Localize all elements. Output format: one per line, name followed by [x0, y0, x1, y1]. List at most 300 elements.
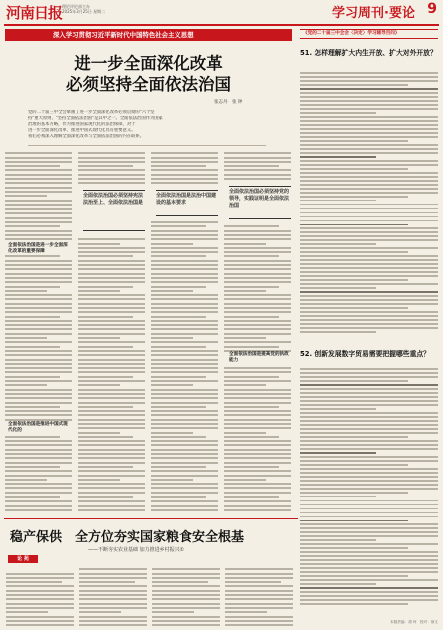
- text-line: [78, 414, 145, 416]
- text-line: [225, 611, 267, 613]
- text-line: [224, 264, 291, 266]
- text-line: [300, 376, 438, 378]
- bottom-column-1: [6, 566, 74, 626]
- body-column-1: [5, 150, 72, 515]
- text-line: [224, 337, 266, 339]
- pull-quote-1: 全面依法治国必须坚持宪法法治至上、全面依法治国是: [83, 193, 144, 206]
- text-line: [300, 144, 438, 146]
- text-line: [300, 591, 438, 593]
- text-line: [300, 527, 438, 529]
- text-line: [78, 462, 145, 464]
- text-line: [5, 500, 72, 502]
- text-line: [5, 191, 72, 193]
- text-line: [5, 341, 72, 343]
- text-line: [151, 294, 218, 296]
- text-line: [151, 277, 218, 279]
- text-line: [224, 410, 291, 412]
- text-line: [78, 384, 120, 386]
- text-line: [5, 225, 60, 227]
- lead-line: 党的二十届三中全会擘画了进一步全面深化改革必须贯彻的"六个坚: [28, 110, 155, 115]
- text-line: [5, 157, 72, 159]
- text-line: [5, 436, 60, 438]
- text-line: [5, 363, 72, 365]
- page-number: 9: [427, 1, 437, 17]
- text-line: [78, 457, 145, 459]
- text-line: [300, 267, 438, 269]
- text-line: [5, 268, 72, 270]
- text-line: [5, 320, 72, 322]
- text-line: [300, 136, 438, 138]
- text-line: [78, 402, 145, 404]
- text-line: [78, 475, 145, 477]
- text-line: [300, 412, 438, 414]
- text-line: [224, 178, 291, 180]
- text-line: [5, 178, 72, 180]
- text-line: [300, 251, 408, 253]
- text-line: [300, 164, 438, 166]
- text-line: [300, 271, 438, 273]
- text-line: [300, 436, 408, 438]
- text-line: [300, 567, 438, 569]
- left-article: [5, 29, 292, 95]
- text-line: [151, 273, 218, 275]
- text-line: [224, 157, 291, 159]
- text-line: [151, 389, 218, 391]
- text-line: [78, 492, 145, 494]
- text-line: [79, 594, 147, 596]
- text-line: [78, 260, 145, 262]
- text-line: [78, 243, 120, 245]
- text-line: [5, 152, 72, 154]
- text-line: [225, 590, 293, 592]
- text-line: [224, 238, 291, 240]
- text-line: [78, 165, 133, 167]
- text-line: [5, 255, 60, 257]
- text-line: [151, 402, 218, 404]
- text-line: [224, 509, 291, 511]
- text-line: [300, 315, 438, 317]
- text-line: [78, 161, 145, 163]
- text-line: [300, 224, 408, 226]
- text-line: [224, 423, 291, 425]
- text-line: [300, 472, 438, 474]
- text-line: [151, 290, 193, 292]
- text-line: [300, 551, 438, 553]
- text-line: [224, 406, 279, 408]
- issue-meta: [62, 4, 105, 14]
- text-line: [78, 397, 145, 399]
- text-line: [5, 187, 72, 189]
- text-line: [5, 174, 72, 176]
- text-line: [224, 419, 291, 421]
- text-line: [224, 384, 266, 386]
- pull-quote-rule: [83, 230, 145, 231]
- text-line: [300, 368, 438, 370]
- text-line: [300, 323, 438, 325]
- text-line: [6, 590, 74, 592]
- text-line: [224, 505, 291, 507]
- text-line: [152, 581, 208, 583]
- text-line: [151, 221, 218, 223]
- text-line: [78, 247, 145, 249]
- text-line: [78, 238, 145, 240]
- text-line: [78, 367, 145, 369]
- text-line: [5, 359, 72, 361]
- text-line: [151, 444, 218, 446]
- text-line: [300, 72, 438, 74]
- text-line: [224, 277, 291, 279]
- text-line: [225, 581, 281, 583]
- text-line: [152, 616, 220, 618]
- text-line: [151, 509, 218, 511]
- text-line: [300, 307, 408, 309]
- text-line: [78, 264, 145, 266]
- text-line: [224, 169, 291, 171]
- text-line: [79, 573, 147, 575]
- text-line: [151, 182, 218, 184]
- text-line: [300, 112, 376, 114]
- text-line: [151, 380, 218, 382]
- text-line: [224, 324, 291, 326]
- text-line: [151, 152, 218, 154]
- text-line: [300, 563, 438, 565]
- text-line: [300, 400, 438, 402]
- lead-line: 我们必须深入理解全面深化改革与全面依法治国的内在联系。: [28, 134, 145, 140]
- text-line: [5, 483, 72, 485]
- text-line: [151, 247, 218, 249]
- pull-quote-2: 全面依法治国是法治中国建设的基本要求: [156, 193, 217, 206]
- text-line: [6, 624, 74, 626]
- text-line: [224, 500, 291, 502]
- text-line: [78, 393, 145, 395]
- text-line: [78, 444, 145, 446]
- lead-line: 治理的基本方略，作为推进国家现代化的法治保障，对于: [28, 122, 136, 128]
- text-line: [78, 298, 145, 300]
- text-line: [151, 371, 218, 373]
- pull-quote-rule: [229, 186, 291, 187]
- text-line: [5, 161, 72, 163]
- text-line: [151, 178, 218, 180]
- pull-quote-rule: [156, 215, 218, 216]
- text-line: [224, 161, 291, 163]
- text-line: [5, 316, 60, 318]
- text-line: [300, 543, 438, 545]
- text-line: [224, 225, 279, 227]
- text-line: [300, 196, 408, 198]
- text-line: [78, 354, 145, 356]
- text-line: [300, 444, 438, 446]
- text-line: [225, 594, 293, 596]
- right-banner: 《党的二十届三中全会〈决定〉学习辅导百问》: [300, 29, 438, 39]
- text-line: [78, 169, 145, 171]
- text-line: [224, 152, 291, 154]
- text-line: [5, 221, 72, 223]
- text-line: [300, 464, 408, 466]
- text-line: [6, 607, 74, 609]
- text-line: [224, 380, 291, 382]
- text-line: [151, 333, 218, 335]
- text-line: [224, 333, 291, 335]
- text-line: [300, 571, 438, 573]
- text-line: [300, 456, 438, 458]
- text-line: [78, 359, 145, 361]
- text-line: [5, 217, 72, 219]
- text-line: [151, 475, 218, 477]
- page-footer: 本版责编：胡 珂 校对：徐文: [390, 620, 438, 624]
- text-line: [5, 182, 72, 184]
- text-line: [224, 462, 291, 464]
- text-line: [5, 419, 72, 421]
- text-line: [300, 140, 408, 142]
- text-line: [5, 212, 72, 214]
- text-line: [151, 354, 218, 356]
- text-line: [151, 384, 193, 386]
- text-line: [300, 500, 438, 502]
- lead-divider: [28, 145, 266, 146]
- text-line: [78, 316, 133, 318]
- text-line: [151, 414, 218, 416]
- text-line: [78, 152, 145, 154]
- text-line: [151, 363, 218, 365]
- text-line: [224, 298, 291, 300]
- text-line: [151, 286, 206, 288]
- text-line: [224, 492, 291, 494]
- text-line: [151, 337, 193, 339]
- pull-quote-rule: [229, 218, 291, 219]
- text-line: [5, 371, 72, 373]
- pull-quote-rule: [156, 190, 218, 191]
- issue-meta-line-1: 理论评论部主办: [62, 4, 90, 9]
- text-line: [300, 480, 438, 482]
- text-line: [151, 320, 218, 322]
- text-line: [78, 286, 133, 288]
- text-line: [5, 311, 72, 313]
- text-line: [5, 337, 47, 339]
- text-line: [151, 298, 218, 300]
- text-line: [5, 195, 47, 197]
- text-line: [300, 404, 438, 406]
- column-tag: 论 苑: [8, 555, 38, 563]
- text-line: [224, 466, 279, 468]
- text-line: [5, 230, 72, 232]
- text-line: [225, 607, 293, 609]
- text-line: [5, 466, 60, 468]
- text-line: [300, 424, 438, 426]
- text-line: [78, 371, 145, 373]
- article-byline: 张志丹 张 钟: [214, 100, 243, 105]
- text-line: [300, 212, 438, 214]
- text-line: [5, 457, 72, 459]
- text-line: [79, 620, 147, 622]
- text-line: [78, 157, 145, 159]
- text-line: [5, 479, 47, 481]
- pull-quote-3: 全面依法治国必须坚持党的领导，实践证明是全面依法治国: [229, 189, 290, 209]
- text-line: [224, 290, 266, 292]
- text-line: [300, 247, 438, 249]
- text-line: [224, 475, 291, 477]
- text-line: [300, 172, 438, 174]
- text-line: [300, 128, 438, 130]
- text-line: [300, 160, 438, 162]
- text-line: [152, 603, 220, 605]
- text-line: [300, 583, 376, 585]
- text-line: [78, 505, 145, 507]
- text-line: [224, 402, 291, 404]
- text-line: [300, 508, 438, 510]
- text-line: [79, 585, 147, 587]
- text-line: [6, 616, 74, 618]
- section-subhead: 全面依法治国是提高党的执政能力: [229, 352, 289, 363]
- text-line: [78, 509, 145, 511]
- text-line: [152, 585, 220, 587]
- text-line: [225, 585, 293, 587]
- text-line: [5, 492, 72, 494]
- section-subhead: 全面依法治国是推进中国式现代化的: [8, 422, 68, 433]
- text-line: [300, 96, 438, 98]
- text-line: [78, 324, 145, 326]
- text-line: [151, 406, 206, 408]
- text-line: [224, 427, 291, 429]
- text-line: [78, 380, 145, 382]
- text-line: [151, 462, 218, 464]
- text-line: [79, 590, 147, 592]
- text-line: [300, 80, 438, 82]
- text-line: [300, 180, 438, 182]
- text-line: [224, 251, 291, 253]
- text-line: [300, 168, 408, 170]
- text-line: [5, 410, 72, 412]
- text-line: [79, 603, 147, 605]
- text-line: [300, 428, 438, 430]
- text-line: [78, 328, 145, 330]
- text-line: [300, 512, 438, 514]
- text-line: [300, 396, 438, 398]
- issue-meta-line-2: 2025年3月25日 星期二: [62, 9, 106, 14]
- text-line: [78, 311, 145, 313]
- text-line: [5, 165, 60, 167]
- text-line: [5, 402, 72, 404]
- text-line: [5, 380, 72, 382]
- text-line: [5, 475, 72, 477]
- text-line: [300, 492, 408, 494]
- text-line: [224, 376, 279, 378]
- text-line: [78, 406, 133, 408]
- text-line: [300, 555, 438, 557]
- text-line: [152, 594, 220, 596]
- text-line: [79, 568, 147, 570]
- text-line: [152, 620, 220, 622]
- text-line: [300, 327, 438, 329]
- text-line: [78, 333, 145, 335]
- text-line: [224, 432, 266, 434]
- text-line: [300, 176, 438, 178]
- text-line: [78, 182, 145, 184]
- text-line: [78, 174, 145, 176]
- text-line: [78, 389, 145, 391]
- text-line: [5, 440, 72, 442]
- text-line: [300, 488, 438, 490]
- text-line: [300, 523, 438, 525]
- text-line: [224, 393, 291, 395]
- text-line: [151, 376, 206, 378]
- question-52: 52. 创新发展数字贸易需要把握哪些重点？: [300, 350, 430, 358]
- text-line: [78, 427, 145, 429]
- text-line: [151, 238, 218, 240]
- text-line: [300, 188, 438, 190]
- text-line: [224, 316, 279, 318]
- text-line: [224, 367, 291, 369]
- text-line: [224, 320, 291, 322]
- text-line: [300, 420, 438, 422]
- text-line: [5, 367, 72, 369]
- section-title: 学习周刊·要论: [332, 6, 415, 21]
- text-line: [300, 587, 438, 589]
- text-line: [78, 466, 133, 468]
- text-line: [78, 500, 145, 502]
- pull-quote-rule: [83, 190, 145, 191]
- text-line: [225, 620, 293, 622]
- text-line: [78, 496, 133, 498]
- text-line: [151, 174, 218, 176]
- text-line: [78, 432, 120, 434]
- text-line: [225, 598, 293, 600]
- bottom-headline: 稳产保供 全方位夯实国家粮食安全根基: [10, 530, 245, 545]
- text-line: [78, 487, 145, 489]
- lead-line: 进一步全面深化改革、推进中国式现代化具有重要意义。: [28, 128, 136, 134]
- text-line: [300, 595, 438, 597]
- text-line: [224, 255, 279, 257]
- text-line: [5, 260, 72, 262]
- text-line: [225, 616, 293, 618]
- article-body: [5, 150, 292, 515]
- text-line: [151, 311, 218, 313]
- text-line: [78, 290, 120, 292]
- text-line: [151, 243, 193, 245]
- text-line: [151, 251, 218, 253]
- text-line: [300, 331, 376, 333]
- text-line: [5, 393, 72, 395]
- text-line: [300, 132, 438, 134]
- article-lead: [28, 110, 266, 140]
- bottom-column-2: [79, 566, 147, 626]
- text-line: [5, 303, 72, 305]
- text-line: [5, 487, 72, 489]
- text-line: [5, 397, 72, 399]
- text-line: [79, 611, 121, 613]
- text-line: [224, 230, 291, 232]
- text-line: [5, 509, 72, 511]
- text-line: [151, 255, 206, 257]
- text-line: [152, 624, 220, 626]
- text-line: [78, 337, 120, 339]
- text-line: [79, 607, 147, 609]
- text-line: [5, 505, 72, 507]
- text-line: [152, 598, 220, 600]
- text-line: [151, 410, 218, 412]
- text-line: [300, 579, 438, 581]
- text-line: [79, 624, 147, 626]
- text-line: [5, 264, 72, 266]
- text-line: [300, 208, 438, 210]
- text-line: [300, 259, 438, 261]
- text-line: [300, 484, 438, 486]
- text-line: [79, 577, 147, 579]
- text-line: [300, 152, 438, 154]
- text-line: [151, 324, 218, 326]
- text-line: [224, 449, 291, 451]
- text-line: [224, 436, 279, 438]
- text-line: [5, 298, 72, 300]
